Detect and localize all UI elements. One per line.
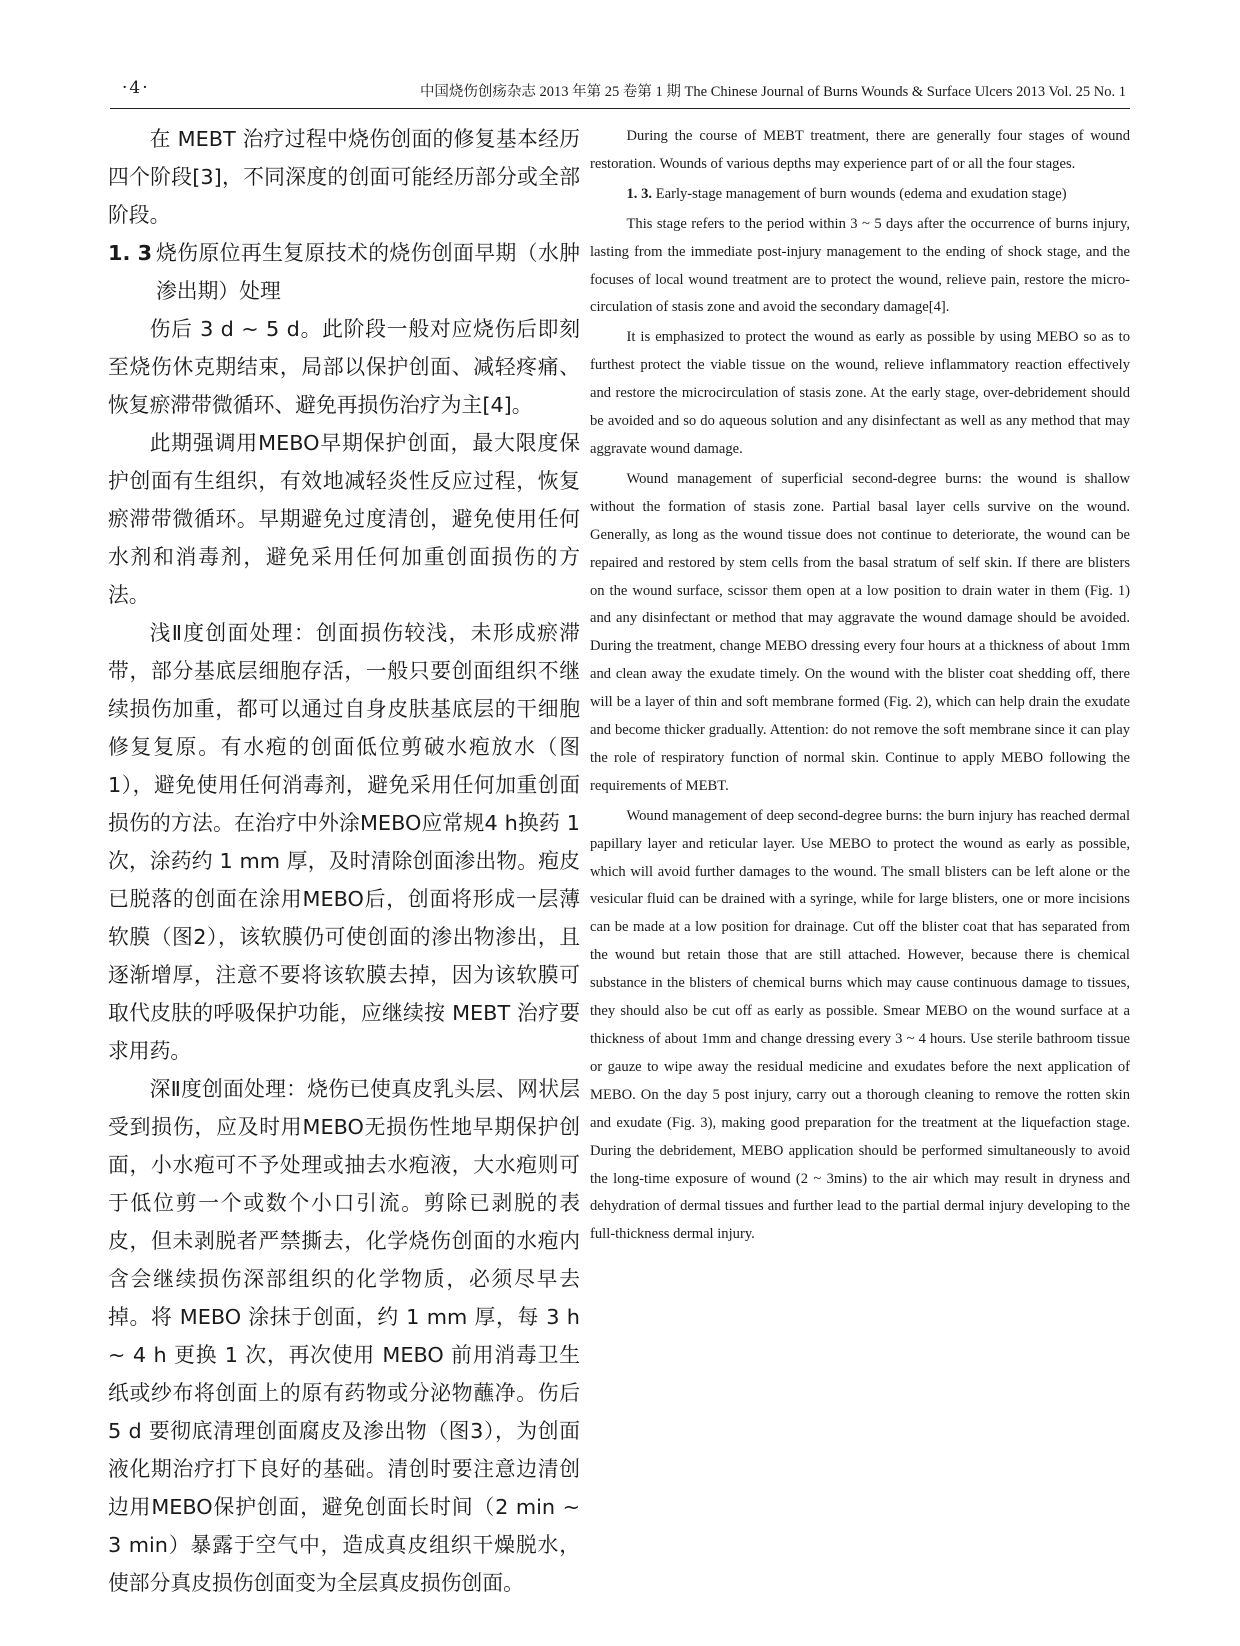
en-section-title: Early-stage management of burn wounds (edema and exudation stage) (655, 185, 1067, 202)
page-number: ·4· (122, 78, 150, 98)
cn-paragraph-3: 此期强调用MEBO早期保护创面，最大限度保护创面有生组织，有效地减轻炎性反应过程，恢复瘀滞带微循环。早期避免过度清创，避免使用任何水剂和消毒剂，避免采用任何加重创面损伤的方法。 (108, 431, 580, 607)
cn-section-title: 烧伤原位再生复原技术的烧伤创面早期（水肿渗出期）处理 (156, 241, 580, 303)
cn-paragraph-5: 深Ⅱ度创面处理：烧伤已使真皮乳头层、网状层受到损伤，应及时用MEBO无损伤性地早期保护创面，小水疱可不予处理或抽去水疱液，大水疱则可于低位剪一个或数个小口引流。剪除已剥脱的表皮，但未剥脱者严禁撕去，化学烧伤创面的水疱内含会继续损伤深部组织的化学物质，必须尽早去掉。将 MEBO 涂抹于创面，约 1 mm 厚，每 3 h ~ 4 h 更换 1 次，再次使用 MEBO 前用消毒卫生纸或纱布将创面上的原有药物或分泌物蘸净。伤后 5 d 要彻底清理创面腐皮及渗出物（图3），为创面液化期治疗打下良好的基础。清创时要注意边清创边用MEBO保护创面，避免创面长时间（2 min ~ 3 min）暴露于空气中，造成真皮组织干燥脱水，使部分真皮损伤创面变为全层真皮损伤创面。 (108, 1077, 580, 1595)
cn-paragraph-4: 浅Ⅱ度创面处理：创面损伤较浅，未形成瘀滞带，部分基底层细胞存活，一般只要创面组织不继续损伤加重，都可以通过自身皮肤基底层的干细胞修复复原。有水疱的创面低位剪破水疱放水（图1），避免使用任何消毒剂，避免采用任何加重创面损伤的方法。在治疗中外涂MEBO应常规4 h换药 1 次，涂药约 1 mm 厚，及时清除创面渗出物。疱皮已脱落的创面在涂用MEBO后，创面将形成一层薄软膜（图2），该软膜仍可使创面的渗出物渗出，且逐渐增厚，注意不要将该软膜去掉，因为该软膜可取代皮肤的呼吸保护功能，应继续按 MEBT 治疗要求用药。 (108, 621, 581, 1063)
en-paragraph-1: During the course of MEBT treatment, there are generally four stages of wound restoration. Wounds of various depths may experience part of or all the four stages. (590, 128, 1130, 172)
en-paragraph-2: This stage refers to the period within 3 ~ 5 days after the occurrence of burns injury, lasting from the immediate post-injury management to the ending of shock stage, and the focuses of local wound treatment are to protect the wound, relieve pain, restore the micro-circulation of stasis zone and avoid the secondary damage[4]. (590, 215, 1130, 316)
journal-citation: 中国烧伤创疡杂志 2013 年第 25 卷第 1 期 The Chinese Journal of Burns Wounds & Surface Ulcers 2013 Vol. 25 No. 1 (419, 84, 1126, 100)
en-paragraph-3: It is emphasized to protect the wound as early as possible by using MEBO so as to furthest protect the viable tissue on the wound, relieve inflammatory reaction effectively and restore the microcirculation of stasis zone. At the early stage, over-debridement should be avoided and so do aqueous solution and any disinfectant as well as any method that may aggravate wound damage. (590, 329, 1130, 457)
cn-section-number: 1. 3 (108, 241, 153, 265)
en-section-number: 1. 3. (626, 185, 653, 202)
en-paragraph-4: Wound management of superficial second-degree burns: the wound is shallow without the formation of stasis zone. Partial basal layer cells survive on the wound. Generally, as long as the wound tissue does not continue to deteriorate, the wound can be repaired and restored by stem cells from the basal stratum of self skin. If there are blisters on the wound surface, scissor them open at a low position to drain water in them (Fig. 1) and any disinfectant or method that may aggravate the wound damage should be avoided. During the treatment, change MEBO dressing every four hours at a thickness of about 1mm and clean away the exudate timely. On the wound with the blister coat shedding off, there will be a layer of thin and soft membrane formed (Fig. 2), which can help drain the exudate and become thicker gradually. Attention: do not remove the soft membrane since it can play the role of respiratory function of normal skin. Continue to apply MEBO following the requirements of MEBT. (590, 470, 1130, 794)
english-column (590, 123, 1130, 1251)
en-paragraph-5: Wound management of deep second-degree burns: the burn injury has reached dermal papillary layer and reticular layer. Use MEBO to protect the wound as early as possible, which will avoid further damages to the wound. The small blisters can be left alone or the vesicular fluid can be drained with a syringe, while for large blisters, one or more incisions can be made at a low position for drainage. Cut off the blister coat that has separated from the wound but retain those that are still attached. However, because there is chemical substance in the blisters of chemical burns which may cause continuous damage to tissues, they should also be cut off as early as possible. Smear MEBO on the wound surface at a thickness of about 1mm and change dressing every 3 ~ 4 hours. Use sterile bathroom tissue or gauze to wipe away the residual medicine and exudates before the next application of MEBO. On the day 5 post injury, carry out a thorough cleaning to remove the rotten skin and exudate (Fig. 3), making good preparation for the treatment at the liquefaction stage. During the debridement, MEBO application should be performed simultaneously to avoid the long-time exposure of wound (2 ~ 3mins) to the air which may result in dryness and dehydration of dermal tissues and further lead to the partial dermal injury developing to the full-thickness dermal injury. (590, 807, 1130, 1243)
cn-paragraph-1: 在 MEBT 治疗过程中烧伤创面的修复基本经历四个阶段[3]，不同深度的创面可能经历部分或全部阶段。 (108, 127, 580, 227)
running-header (110, 72, 1130, 109)
cn-paragraph-2: 伤后 3 d ~ 5 d。此阶段一般对应烧伤后即刻至烧伤休克期结束，局部以保护创面、减轻疼痛、恢复瘀滞带微循环、避免再损伤治疗为主[4]。 (108, 317, 580, 417)
cn-section-heading (108, 234, 580, 310)
chinese-column (108, 120, 580, 1602)
en-section-heading (590, 181, 1130, 209)
